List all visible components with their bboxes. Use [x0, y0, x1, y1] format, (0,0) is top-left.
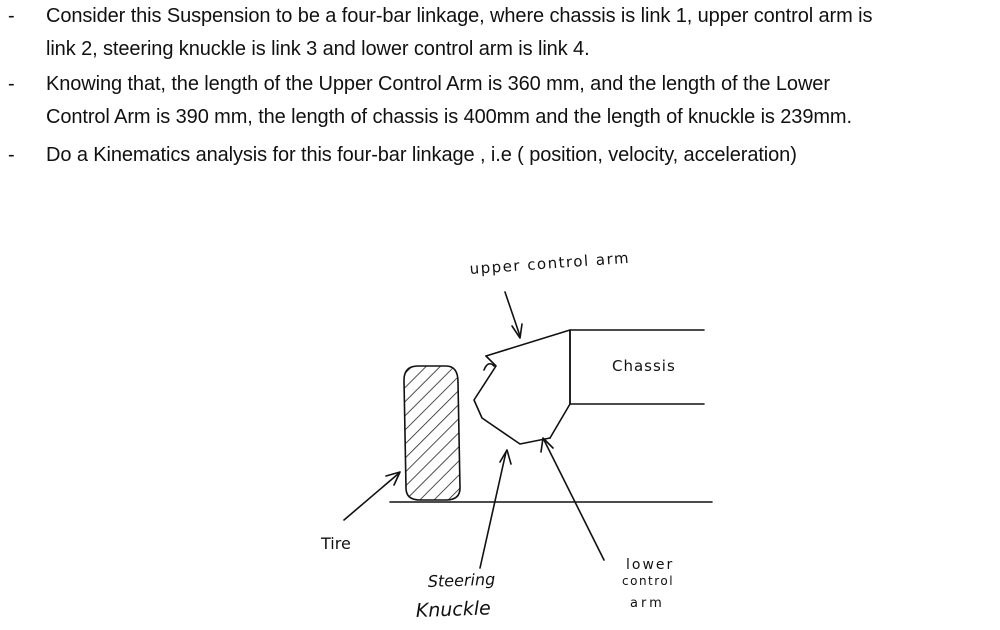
label-lower: lower — [626, 557, 675, 573]
label-tire: Tire — [321, 534, 351, 553]
label-chassis: Chassis — [612, 357, 676, 375]
label-knuckle: Knuckle — [415, 597, 492, 622]
label-upper-control-arm: upper control arm — [469, 248, 631, 278]
steering-knuckle — [474, 356, 550, 444]
upper-joint-mark — [484, 364, 494, 370]
label-arm: arm — [630, 596, 665, 611]
bullet-line: link 2, steering knuckle is link 3 and lower control arm is link 4. — [46, 38, 590, 60]
knuckle-leader — [480, 452, 506, 568]
bullet-marker: - — [8, 5, 15, 27]
bullet-line: Do a Kinematics analysis for this four-bar linkage , i.e ( position, velocity, acceleration) — [46, 144, 797, 166]
bullet-marker: - — [8, 73, 15, 95]
tire-leader — [344, 474, 398, 520]
lower-arm-leader — [544, 440, 604, 560]
tire — [404, 366, 460, 500]
label-steering: Steering — [427, 569, 496, 591]
bullet-line: Control Arm is 390 mm, the length of chassis is 400mm and the length of knuckle is 239mm. — [46, 106, 852, 128]
upper-arm-leader — [505, 292, 520, 336]
bullet-line: Consider this Suspension to be a four-bar linkage, where chassis is link 1, upper control arm is — [46, 5, 873, 27]
bullet-line: Knowing that, the length of the Upper Control Arm is 360 mm, and the length of the Lower — [46, 73, 830, 95]
label-control: control — [622, 574, 675, 588]
bullet-marker: - — [8, 144, 15, 166]
upper-control-arm — [486, 330, 570, 438]
